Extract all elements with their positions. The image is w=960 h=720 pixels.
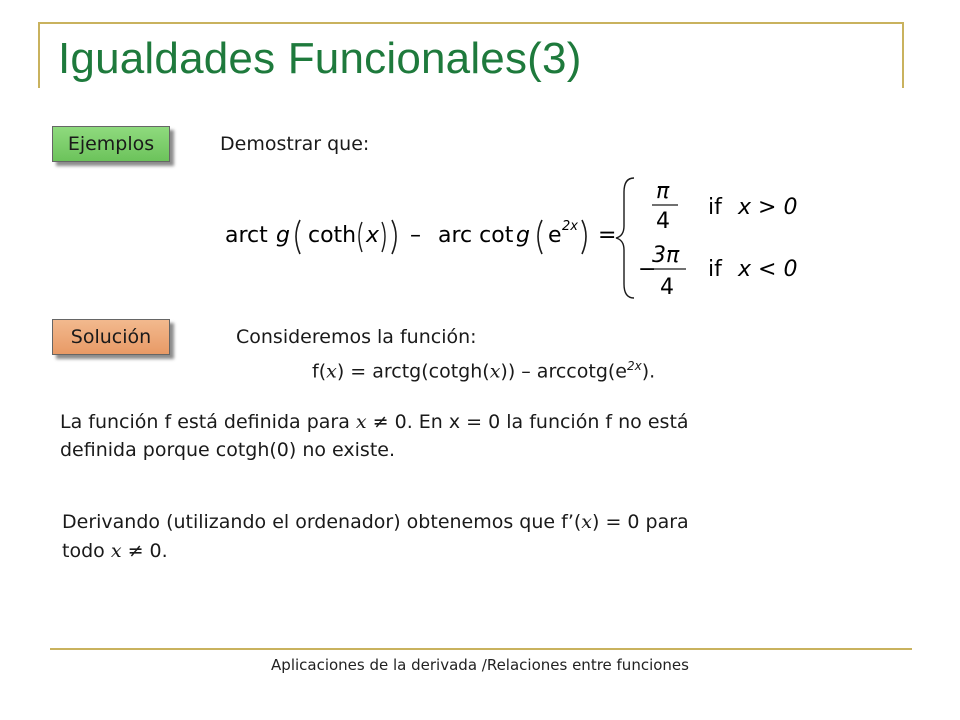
solution-tag: Solución	[52, 319, 170, 355]
examples-prompt: Demostrar que:	[220, 133, 370, 155]
right-frame-line	[902, 22, 904, 88]
formula-arccot: arc cot	[438, 223, 514, 248]
case1-if: if	[708, 195, 722, 220]
domain-line-1	[60, 408, 689, 436]
formula-x: x	[366, 223, 380, 248]
slide-title: Igualdades Funcionales(3)	[58, 34, 582, 83]
paren-close-1	[392, 220, 396, 254]
deriv-text-b: ) = 0 para	[592, 511, 689, 533]
formula-arct: arct	[225, 223, 268, 248]
deriv2-text-a: todo	[62, 540, 111, 562]
case2-sign: −	[638, 257, 657, 282]
formula-equals: =	[598, 223, 617, 248]
domain-text-a: La función f está definida para	[60, 411, 356, 433]
formula-coth: coth	[308, 223, 357, 248]
solution-definition	[312, 352, 655, 385]
def-mid-text: ) = arctg(cotgh(	[336, 360, 490, 383]
case1-condition: x > 0	[738, 195, 798, 220]
paren-open-1	[296, 220, 300, 254]
deriv-x: x	[581, 511, 592, 533]
deriv-text-a: Derivando (utilizando el ordenador) obtenemos que f’(	[62, 511, 582, 533]
left-frame-line	[38, 22, 40, 88]
derivative-line-1	[62, 508, 689, 536]
case2-if: if	[708, 257, 722, 282]
paren-open-3	[538, 220, 542, 254]
case2-denominator: 4	[660, 275, 674, 300]
examples-tag: Ejemplos	[52, 126, 170, 162]
paren-close-3	[582, 220, 586, 254]
formula	[220, 172, 820, 302]
domain-x: x	[355, 411, 367, 433]
def-x1: x	[326, 360, 337, 383]
case1-denominator: 4	[656, 209, 670, 234]
top-frame-line	[38, 22, 904, 24]
footer-line	[50, 648, 912, 650]
case1-numerator: π	[656, 179, 670, 204]
domain-line-2: definida porque cotgh(0) no existe.	[60, 439, 396, 461]
formula-minus: –	[410, 223, 421, 248]
def-superscript: 2x	[626, 359, 642, 373]
footer-text: Aplicaciones de la derivada /Relaciones entre funciones	[271, 656, 689, 674]
cases-brace	[616, 178, 634, 298]
def-end-text: )) – arccotg(e	[500, 360, 627, 383]
deriv2-x: x	[110, 540, 122, 562]
deriv2-text-b: ≠ 0.	[121, 540, 168, 562]
paren-close-2	[382, 222, 385, 252]
formula-exp: 2x	[562, 219, 578, 234]
case2-condition: x < 0	[738, 257, 798, 282]
def-f-text: f(	[312, 360, 327, 383]
derivative-line-2	[62, 537, 168, 565]
domain-text-b: ≠ 0. En x = 0 la función f no está	[366, 411, 689, 433]
def-x2: x	[489, 360, 501, 383]
formula-e: e	[548, 223, 562, 248]
formula-g2: g	[516, 223, 530, 248]
case2-numerator: 3π	[652, 243, 680, 268]
formula-svg	[220, 172, 820, 302]
def-close-text: ).	[641, 360, 656, 383]
solution-intro: Consideremos la función:	[236, 326, 477, 348]
formula-g1: g	[276, 223, 290, 248]
paren-open-2	[359, 222, 362, 252]
